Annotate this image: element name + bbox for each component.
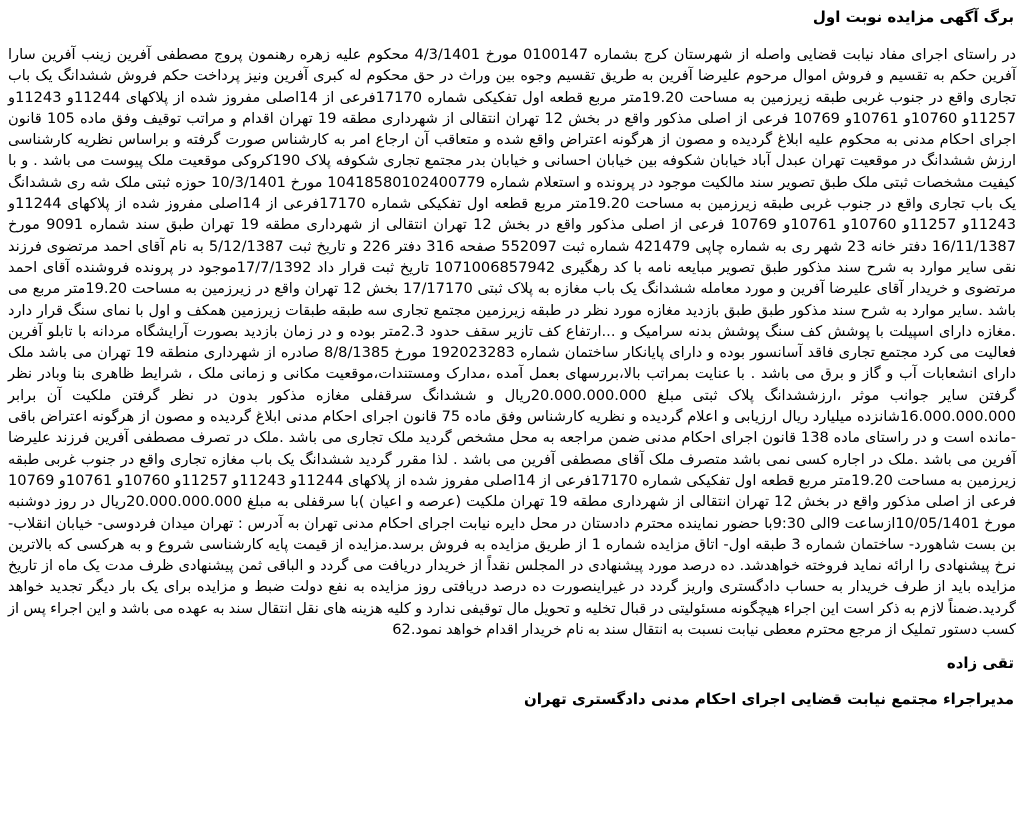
document-body: در راستای اجرای مفاد نیابت قضایی واصله از شهرستان کرج بشماره 0100147 مورخ 4/3/1401 محکوم علیه زهره رهنمون پروج مصطفی آفرین زینب آفرین سارا آفرین حکم به تقسیم و فروش اموال مرحوم علیرضا آفرین به طریق تقسیم وجوه بین وراث در حق محکوم له کبری آفرین ونیز پرداخت حکم فروش ششدانگ یک باب تجاری واقع در جنوب غربی طبقه زیرزمین به مساحت 19.20متر مربع قطعه اول تفکیکی شماره 17170فرعی از 14اصلی مفروز شده از پلاکهای 11244و 11243و 11257و 10760و 10761و 10769 فرعی از اصلی مذکور واقع در بخش 12 تهران انتقالی از شهرداری مطقه 19 تهران اقدام و مراتب توقیف وفق ماده 105 قانون اجرای احکام مدنی به محکوم علیه ابلاغ گردیده و مصون از هرگونه اعتراض واقع شده و متعاقب آن ارجاع امر به کارشناس صورت گرفته و براساس نظریه کارشناسی ارزش ششدانگ در موقعیت تهران عبدل آباد خیابان شکوفه بین خیابان احسانی و خیابان بدر مجتمع تجاری شکوفه پلاک 190کروکی موقعیت ملک پیوست می باشد . و با کیفیت مشخصات ثبتی ملک طبق تصویر سند مالکیت موجود در پرونده و استعلام شماره 10418580102400779 مورخ 10/3/1401 حوزه ثبتی ملک شه ری ششدانگ یک باب تجاری واقع در جنوب غربی طبقه زیرزمین به مساحت 19.20متر مربع قطعه اول تفکیکی شماره 17170فرعی از 14اصلی مفروز شده از پلاکهای 11244و 11243و 11257و 10760و 10761و 10769 فرعی از اصلی مذکور واقع در بخش 12 تهران انتقالی از شهرداری مطقه 19 تهران طبق سند شماره 9091 مورخ 16/11/1387 دفتر خانه 23 شهر ری به شماره چاپی 421479 شماره ثبت 552097 صفحه 316 دفتر 226 و تاریخ ثبت 5/12/1387 به نام آقای احمد مرتضوی فرزند نقی سایر موارد به شرح سند مذکور طبق تصویر مبایعه نامه با کد رهگیری 1071006857942 تاریخ ثبت قرار داد 17/7/1392موجود در پرونده فروشنده آقای احمد مرتضوی و خریدار آقای علیرضا آفرین و مورد معامله ششدانگ یک باب مغازه به پلاک ثبتی 17/17170 بخش 12 تهران واقع در زیرزمین به مساحت 19.20متر مربع می باشد .سایر موارد به شرح سند مذکور طبق طبق بازدید مغازه مورد نظر در طبقه زیرزمین مجتمع تجاری سه طبقه طبقات زیرزمین همکف و اول با نمای سنگ قرار دارد .مغازه دارای اسپیلت با پوشش کف سنگ پوشش بدنه سرامیک و ...ارتفاع کف تازیر سقف حدود 2.3متر بوده و در زمان بازدید بصورت آرایشگاه مردانه با تابلو آفرین فعالیت می کرد مجتمع تجاری فاقد آسانسور بوده و دارای پایانکار ساختمان شماره 192023283 مورخ 8/8/1385 صادره از شهرداری منطقه 19 تهران می باشد ملک دارای انشعابات آب و گاز و برق می باشد . با عنایت بمراتب بالا،بررسهای بعمل آمده ،مدارک ومستندات،موقعیت مکانی و زمانی ملک ، شرایط ظاهری بنا وبادر نظر گرفتن سایر جوانب موثر ،ارزششدانگ پلاک ثبتی مبلغ 20.000.000.000ریال و ششدانگ سرقفلی مغازه مذکور بدون در نظر گرفتن ملکیت آن برابر 16.000.000.000شانزده میلیارد ریال ارزیابی و اعلام گردیده و نظریه کارشناس وفق ماده 75 قانون اجرای احکام مدنی ابلاغ گردیده و مصون از هرگونه اعتراض باقی -مانده است و در راستای ماده 138 قانون اجرای احکام مدنی ضمن مراجعه به محل مشخص گردید ملک تجاری می باشد .ملک در تصرف مصطفی آفرین فرزند علیرضا آفرین می باشد .ملک در اجاره کسی نمی باشد متصرف ملک آقای مصطفی آفرین می باشد . لذا مقرر گردید ششدانگ یک باب مغازه تجاری واقع در جنوب غربی طبقه زیرزمین به مساحت 19.20متر مربع قطعه اول تفکیکی شماره 17170فرعی از 14اصلی مفروز شده از پلاکهای 11244و 11243و 11257و 10760و 10761و 10769 فرعی از اصلی مذکور واقع در بخش 12 تهران انتقالی از شهرداری مطقه 19 تهران ملکیت (عرصه و اعیان )با سرقفلی به مبلغ 20.000.000.000ریال در روز دوشنبه مورخ 10/05/1401ازساعت 9الی 9:30با حضور نماینده محترم دادستان در محل دایره نیابت اجرای احکام مدنی تهران به آدرس : تهران میدان فردوسی- خیابان انقلاب- بن بست شاهورد- ساختمان شماره 3 طبقه اول- اتاق مزایده شماره 1 از طریق مزایده به فروش برسد.مزایده از قیمت پایه کارشناسی شروع و به هرکسی که بالاترین نرخ پیشنهادی را ارائه نماید فروخته خواهدشد. ده درصد مورد پیشنهادی در المجلس نقداً از خریدار دریافت می گردد و الباقی ثمن پیشنهادی ظرف مدت یک ماه از تاریخ مزایده باید از طرف خریدار به حساب دادگستری واریز گردد در غیراینصورت ده درصد دریافتی روز مزایده به نفع دولت ضبط و مزایده برای یک بار دیگر تجدید خواهد گردید.ضمناً لازم به ذکر است این اجراء هیچگونه مسئولیتی در قبال تخلیه و تحویل مال توقیفی ندارد و کلیه هزینه های نقل انتقال سند به عهده می باشد و این اجراء پس از کسب دستور تملیک از مرجع محترم معطی نیابت نسبت به انتقال سند به نام خریدار اقدام خواهد نمود.62 <box>8 46 1017 639</box>
signer-name: تقی زاده <box>946 654 1014 673</box>
document-title: برگ آگهی مزایده نوبت اول <box>812 8 1014 26</box>
signer-title: مدیراجراء مجتمع نیابت قضایی اجرای احکام مدنی دادگستری تهران <box>523 690 1014 709</box>
